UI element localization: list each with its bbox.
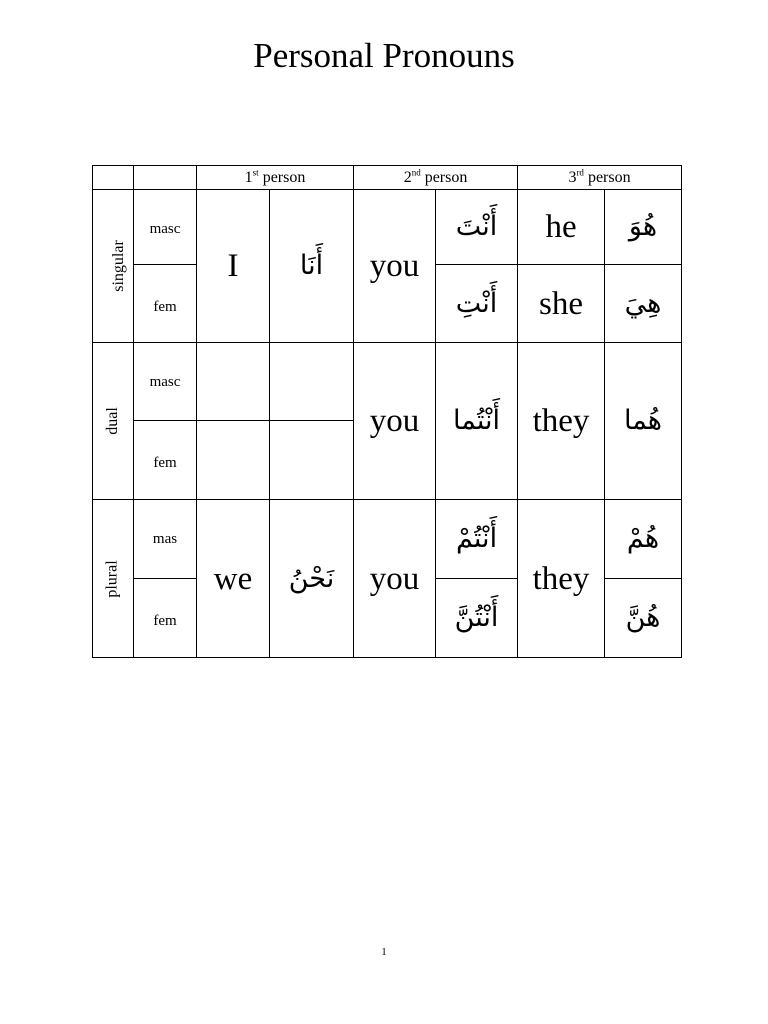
header-second-person [354, 166, 518, 190]
singular-first-en: I [197, 190, 270, 343]
header-third-sup: rd [576, 167, 584, 178]
plural-label: plural [103, 559, 121, 598]
plural-label-cell [93, 500, 134, 658]
dual-first-masc-ar-empty [270, 343, 354, 421]
dual-second-en: you [354, 343, 436, 500]
dual-third-en: they [518, 343, 605, 500]
gender-dual-fem: fem [134, 421, 197, 500]
singular-second-masc-ar: أَنْتَ [436, 190, 518, 265]
singular-label-cell [93, 190, 134, 343]
singular-second-en: you [354, 190, 436, 343]
header-row [93, 166, 682, 190]
dual-masc-row [93, 343, 682, 421]
header-first-word: person [258, 168, 306, 186]
singular-third-fem-en: she [518, 265, 605, 343]
singular-third-fem-ar: هِيَ [605, 265, 682, 343]
page-title: Personal Pronouns [253, 36, 515, 75]
header-third-person [518, 166, 682, 190]
plural-third-masc-ar: هُمْ [605, 500, 682, 579]
plural-masc-row [93, 500, 682, 579]
header-third-word: person [583, 168, 631, 186]
plural-first-en: we [197, 500, 270, 658]
singular-third-masc-en: he [518, 190, 605, 265]
singular-first-ar: أَنَا [270, 190, 354, 343]
plural-first-ar: نَحْنُ [270, 500, 354, 658]
page-number: 1 [381, 946, 387, 958]
gender-singular-masc: masc [134, 190, 197, 265]
dual-third-ar: هُما [605, 343, 682, 500]
gender-dual-masc: masc [134, 343, 197, 421]
plural-second-masc-ar: أَنْتُمْ [436, 500, 518, 579]
gender-singular-fem: fem [134, 265, 197, 343]
dual-first-masc-en-empty [197, 343, 270, 421]
header-second-num: 2 [403, 168, 412, 186]
header-first-num: 1 [244, 168, 253, 186]
singular-masc-row [93, 190, 682, 265]
header-second-word: person [420, 168, 468, 186]
gender-plural-fem: fem [134, 579, 197, 658]
singular-third-masc-ar: هُوَ [605, 190, 682, 265]
header-second-sup: nd [411, 167, 421, 178]
gender-plural-masc: mas [134, 500, 197, 579]
header-first-sup: st [252, 167, 259, 178]
pronoun-table [92, 165, 682, 658]
plural-third-en: they [518, 500, 605, 658]
dual-label: dual [103, 407, 121, 435]
plural-second-fem-ar: أَنْتُنَّ [436, 579, 518, 658]
dual-second-ar: أَنْتُما [436, 343, 518, 500]
header-third-num: 3 [568, 168, 577, 186]
dual-label-cell [93, 343, 134, 500]
dual-first-fem-ar-empty [270, 421, 354, 500]
header-first-person [197, 166, 354, 190]
plural-third-fem-ar: هُنَّ [605, 579, 682, 658]
gender-header-cell [134, 166, 197, 190]
dual-first-fem-en-empty [197, 421, 270, 500]
plural-second-en: you [354, 500, 436, 658]
singular-second-fem-ar: أَنْتِ [436, 265, 518, 343]
singular-label: singular [109, 240, 127, 292]
corner-cell [93, 166, 134, 190]
